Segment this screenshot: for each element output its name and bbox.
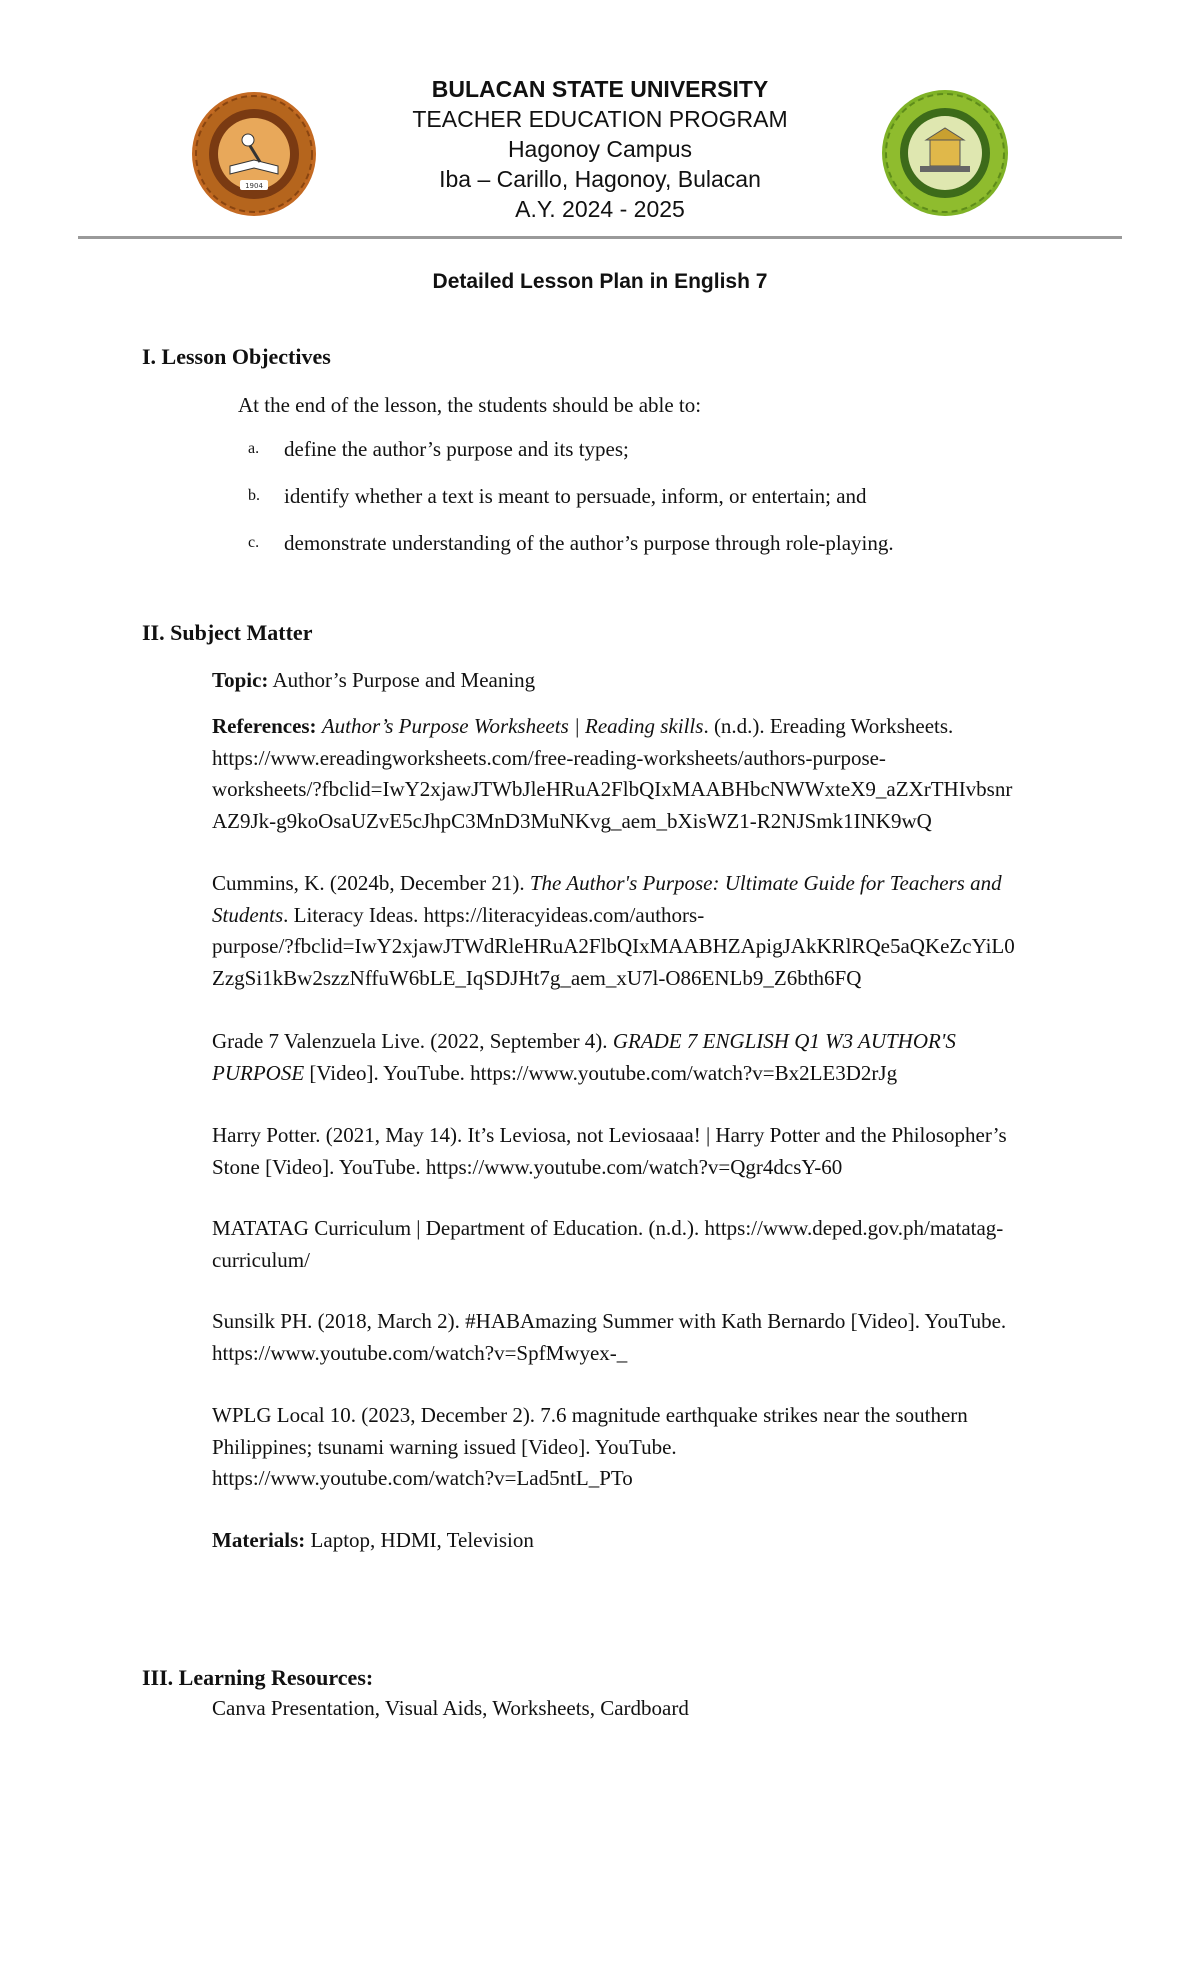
reference-text: . Literacy Ideas. https://literacyideas.com/authors-	[283, 902, 705, 927]
objective-marker: a.	[248, 440, 260, 457]
objective-marker: b.	[248, 487, 260, 504]
reference-title: GRADE 7 ENGLISH Q1 W3 AUTHOR'S	[612, 1029, 956, 1053]
reference-line: MATATAG Curriculum | Department of Education. (n.d.). https://www.deped.gov.ph/matatag-	[212, 1216, 1004, 1240]
objective-text: define the author’s purpose and its types;	[284, 437, 629, 461]
reference-author: Grade 7 Valenzuela Live. (2022, September 4).	[212, 1029, 613, 1053]
reference-title-cont: Students	[212, 902, 284, 927]
reference-title: Author’s Purpose Worksheets | Reading skills	[321, 714, 704, 738]
topic-value: Author’s Purpose and Meaning	[268, 668, 536, 692]
reference-url-line: ZzgSi1kBw2szzNffuW6bLE_IqSDJHt7g_aem_xU7l-O86ENLb9_Z6bth6FQ	[212, 965, 862, 990]
subject-matter-heading: II. Subject Matter	[142, 620, 313, 645]
learning-resources-heading: III. Learning Resources:	[142, 1665, 374, 1690]
document-title: Detailed Lesson Plan in English 7	[432, 270, 768, 293]
topic-line	[212, 665, 1128, 697]
objectives-heading: I. Lesson Objectives	[142, 344, 331, 369]
reference-line: https://www.youtube.com/watch?v=Lad5ntL_PTo	[212, 1466, 633, 1490]
reference-line: Philippines; tsunami warning issued [Video]. YouTube.	[212, 1434, 677, 1459]
seal-year: 1904	[245, 182, 263, 190]
institution-header	[0, 74, 1200, 224]
reference-entry	[212, 1120, 1128, 1183]
reference-entry	[212, 868, 1128, 994]
topic-label: Topic:	[212, 668, 269, 692]
reference-line: https://www.youtube.com/watch?v=SpfMwyex-_	[212, 1340, 628, 1365]
reference-line: curriculum/	[212, 1247, 310, 1272]
reference-line: Sunsilk PH. (2018, March 2). #HABAmazing Summer with Kath Bernardo [Video]. YouTube.	[212, 1309, 1007, 1333]
reference-title-cont: PURPOSE	[212, 1060, 305, 1085]
learning-resources-text: Canva Presentation, Visual Aids, Worksheets, Cardboard	[212, 1696, 689, 1720]
header-divider	[78, 236, 1122, 239]
reference-url-line: https://www.ereadingworksheets.com/free-reading-worksheets/authors-purpose-	[212, 745, 886, 770]
academic-year: A.Y. 2024 - 2025	[515, 196, 685, 222]
reference-url-line: purpose/?fbclid=IwY2xjawJTWdRleHRuA2FlbQIxMAABHZApigJAkKRlRQe5aQKeZcYiL0	[212, 934, 1015, 958]
materials-line	[212, 1525, 1128, 1557]
reference-line: Stone [Video]. YouTube. https://www.youtube.com/watch?v=Qgr4dcsY-60	[212, 1154, 843, 1179]
objective-text: identify whether a text is meant to persuade, inform, or entertain; and	[284, 484, 867, 508]
reference-url-line: worksheets/?fbclid=IwY2xjawJTWbJleHRuA2FlbQIxMAABHbcNWWxteX9_aZXrTHIvbsnr	[212, 777, 1013, 801]
reference-entry	[212, 1306, 1128, 1369]
materials-value: Laptop, HDMI, Television	[305, 1528, 534, 1552]
reference-line: WPLG Local 10. (2023, December 2). 7.6 magnitude earthquake strikes near the southern	[212, 1403, 968, 1427]
program-name: TEACHER EDUCATION PROGRAM	[412, 106, 788, 132]
reference-title: The Author's Purpose: Ultimate Guide for Teachers and	[529, 871, 1002, 895]
reference-line: Harry Potter. (2021, May 14). It’s Leviosa, not Leviosaaa! | Harry Potter and the Philosopher’s	[212, 1123, 1007, 1147]
objective-text: demonstrate understanding of the author’s purpose through role-playing.	[284, 531, 894, 555]
campus-address: Iba – Carillo, Hagonoy, Bulacan	[439, 166, 761, 192]
reference-entry	[212, 1026, 1128, 1089]
references-label: References:	[212, 714, 317, 738]
university-name: BULACAN STATE UNIVERSITY	[431, 76, 769, 102]
reference-entry	[212, 711, 1128, 837]
materials-label: Materials:	[212, 1528, 306, 1552]
reference-entry	[212, 1213, 1128, 1276]
reference-text: [Video]. YouTube. https://www.youtube.com/watch?v=Bx2LE3D2rJg	[304, 1060, 898, 1085]
reference-entry	[212, 1400, 1128, 1495]
objective-marker: c.	[248, 534, 260, 551]
campus-name: Hagonoy Campus	[507, 136, 693, 162]
reference-author: Cummins, K. (2024b, December 21).	[212, 871, 530, 895]
objectives-intro: At the end of the lesson, the students should be able to:	[238, 393, 702, 417]
reference-url-line: AZ9Jk-g9koOsaUZvE5cJhpC3MnD3MuNKvg_aem_bXisWZ1-R2NJSmk1INK9wQ	[212, 808, 932, 833]
reference-text: . (n.d.). Ereading Worksheets.	[703, 714, 954, 738]
